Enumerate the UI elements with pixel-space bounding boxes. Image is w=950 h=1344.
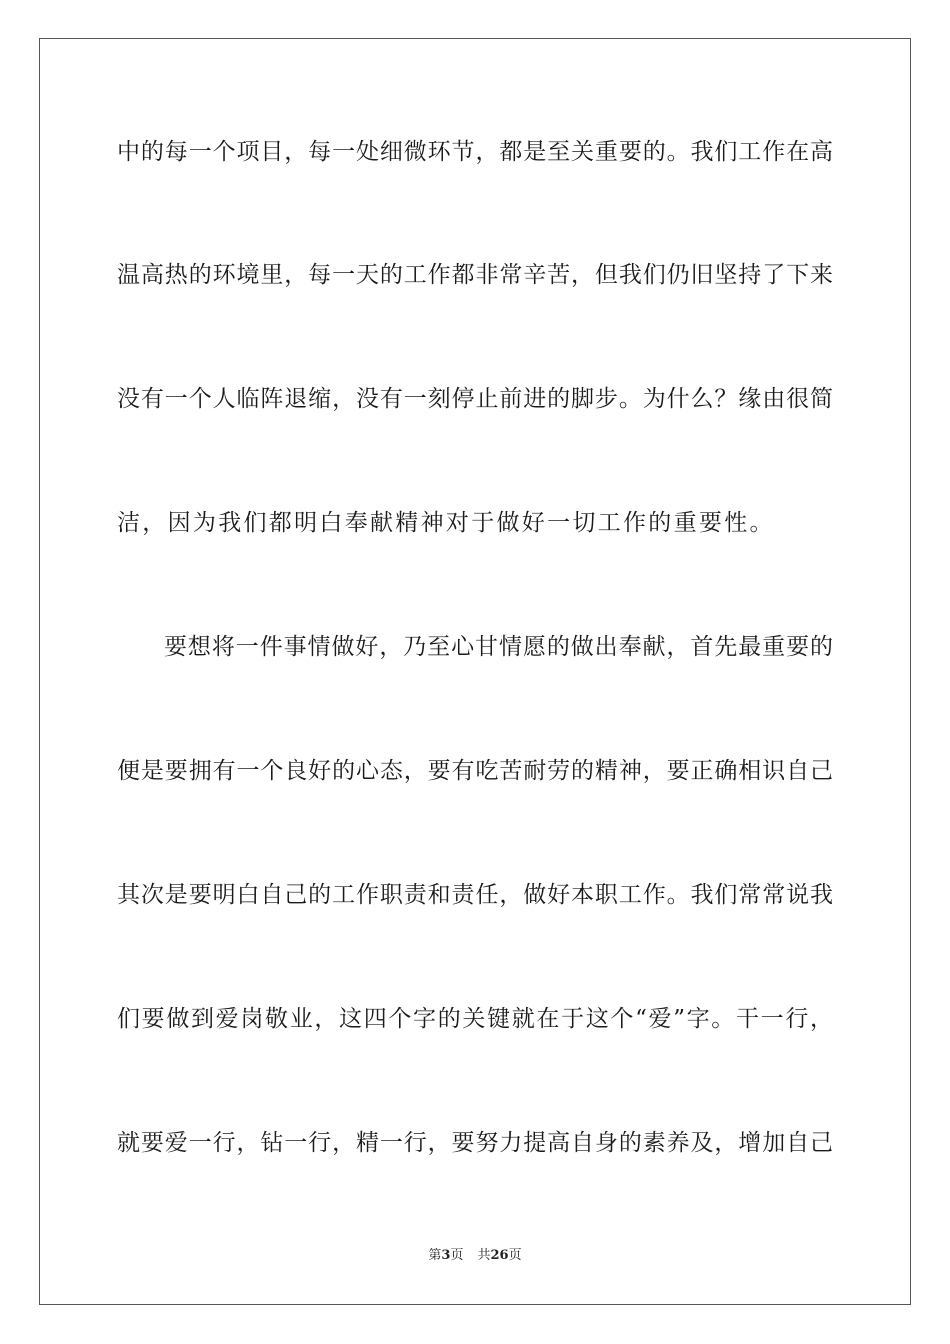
- text-line-6: 便是要拥有一个良好的心态，要有吃苦耐劳的精神，要正确相识自己: [117, 758, 833, 784]
- text-line-4: 洁，因为我们都明白奉献精神对于做好一切工作的重要性。: [117, 510, 775, 536]
- text-line-8: 们要做到爱岗敬业，这四个字的关键就在于这个“爱”字。干一行，: [117, 1006, 833, 1032]
- page-footer: [0, 1246, 950, 1266]
- page-number: 3: [441, 1248, 451, 1263]
- total-suffix: 页: [508, 1248, 522, 1263]
- page-border: [39, 38, 911, 1305]
- text-line-3: 没有一个人临阵退缩，没有一刻停止前进的脚步。为什么？缘由很简: [117, 386, 833, 412]
- text-line-5: 要想将一件事情做好，乃至心甘情愿的做出奉献，首先最重要的: [164, 634, 833, 660]
- total-pages: 26: [490, 1248, 509, 1263]
- text-line-1: 中的每一个项目，每一处细微环节，都是至关重要的。我们工作在高: [117, 139, 833, 165]
- text-line-9: 就要爱一行，钻一行，精一行，要努力提高自身的素养及，增加自己: [117, 1130, 833, 1156]
- text-line-7: 其次是要明白自己的工作职责和责任，做好本职工作。我们常常说我: [117, 882, 833, 908]
- page-suffix: 页: [450, 1248, 464, 1263]
- page-prefix: 第: [428, 1248, 442, 1263]
- text-line-2: 温高热的环境里，每一天的工作都非常辛苦，但我们仍旧坚持了下来: [117, 262, 833, 288]
- total-prefix: 共: [477, 1248, 491, 1263]
